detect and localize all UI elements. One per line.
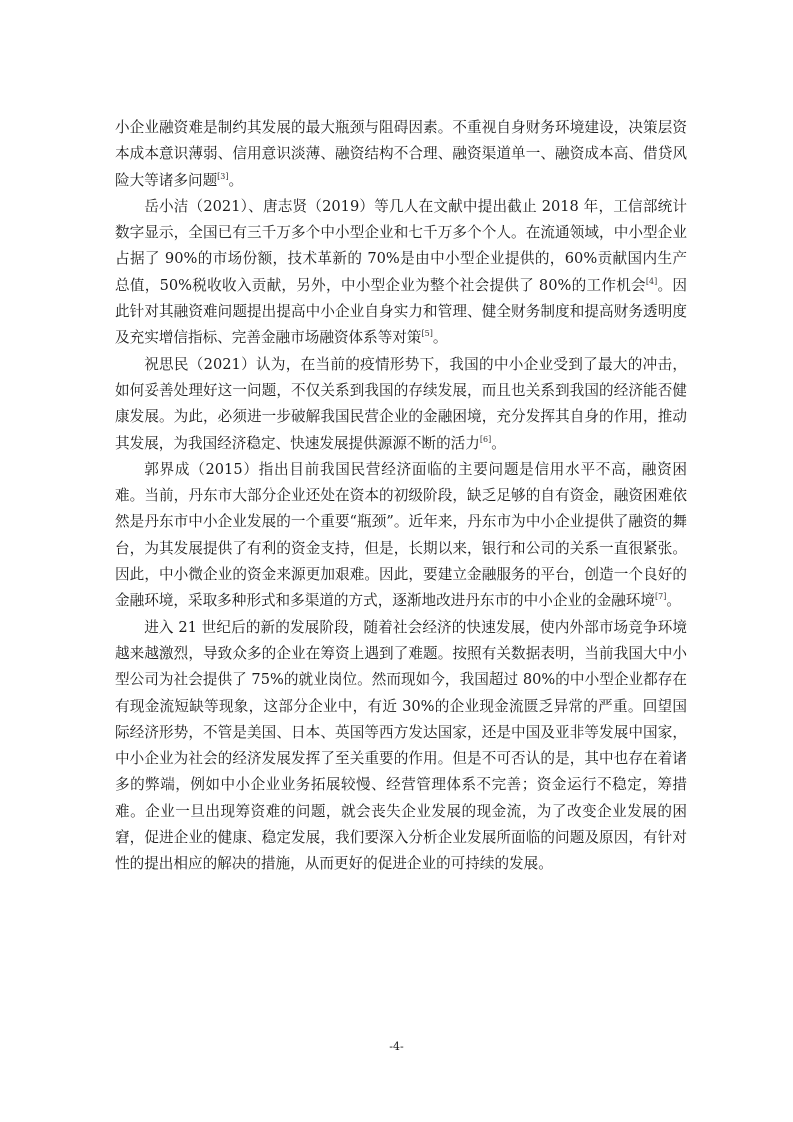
paragraph-end: 。: [228, 171, 244, 189]
paragraph-text: 郭界成（2015）指出目前我国民营经济面临的主要问题是信用水平不高，融资困难。当前，丹东市大部分企业还处在资本的初级阶段，缺乏足够的自有资金，融资困难依然是丹东市中小企业发展的一个重要“瓶颈”。近年来，丹东市为中小企业提供了融资的舞台，为其发展提供了有利的资金支持，但是，长期以来，银行和公司的关系一直很紧张。因此，中小微企业的资金来源更加艰难。因此，要建立金融服务的平台，创造一个良好的金融环境，采取多种形式和多渠道的方式，逐渐地改进丹东市的中小企业的金融环境: [115, 460, 687, 610]
paragraph-text: 小企业融资难是制约其发展的最大瓶颈与阻碍因素。不重视自身财务环境建设，决策层资本成本意识薄弱、信用意识淡薄、融资结构不合理、融资渠道单一、融资成本高、借贷风险大等诸多问题: [115, 119, 687, 189]
paragraph-end: 。: [432, 329, 448, 347]
paragraph-1: [115, 115, 687, 194]
citation-ref: [5]: [421, 329, 433, 339]
citation-ref: [7]: [654, 592, 667, 602]
paragraph-end: 。: [491, 434, 506, 452]
paragraph-2: [115, 194, 687, 352]
paragraph-text: 因此针对其融资难问题提出提高中小企业自身实力和管理、健全财务制度和提高财务透明度及充实增信指标、完善金融市场融资体系等对策: [115, 276, 687, 347]
paragraph-text: 进入 21 世纪后的新的发展阶段，随着社会经济的快速发展，使内外部市场竞争环境越来越激烈，导致众多的企业在筹资上遇到了难题。按照有关数据表明，当前我国大中小型公司为社会提供了 75%的就业岗位。然而现如今，我国超过 80%的中小型企业都存在有现金流短缺等现象，这部分企业中，有近 30%的企业现金流匮乏异常的严重。回望国际经济形势，不管是美国、日本、英国等西方发达国家，还是中国及亚非等发展中国家，中小企业为社会的经济发展发挥了至关重要的作用。但是不可否认的是，其中也存在着诸多的弊端，例如中小企业业务拓展较慢、经营管理体系不完善；资金运行不稳定，筹措难。企业一旦出现筹资难的问题，就会丧失企业发展的现金流，为了改变企业发展的困窘，促进企业的健康、稳定发展，我们要深入分析企业发展所面临的问题及原因，有针对性的提出相应的解决的措施，从而更好的促进企业的可持续的发展。: [115, 618, 687, 873]
paragraph-5: [115, 615, 687, 878]
citation-ref: [6]: [479, 434, 492, 444]
paragraph-text: 岳小洁（2021）、唐志贤（2019）等几人在文献中提出截止 2018 年，工信部统计数字显示，全国已有三千万多个中小型企业和七千万多个个人。在流通领域，中小型企业占据了 90%的市场份额，技术革新的 70%是由中小型企业提供的，60%贡献国内生产总值，50%税收收入贡献，另外，中小型企业为整个社会提供了 80%的工作机会: [115, 197, 687, 294]
paragraph-end: 。: [657, 276, 673, 294]
body-text: [115, 115, 687, 878]
paragraph-4: [115, 457, 687, 615]
paragraph-text: 祝思民（2021）认为，在当前的疫情形势下，我国的中小企业受到了最大的冲击，如何妥善处理好这一问题，不仅关系到我国的存续发展，而且也关系到我国的经济能否健康发展。为此，必须进一步破解我国民营企业的金融困境，充分发挥其自身的作用，推动其发展，为我国经济稳定、快速发展提供源源不断的活力: [115, 355, 687, 452]
paragraph-3: [115, 352, 687, 457]
citation-ref: [4]: [645, 276, 658, 286]
citation-ref: [3]: [217, 171, 229, 181]
paragraph-end: 。: [666, 592, 681, 610]
page-number: -4-: [389, 1040, 404, 1053]
